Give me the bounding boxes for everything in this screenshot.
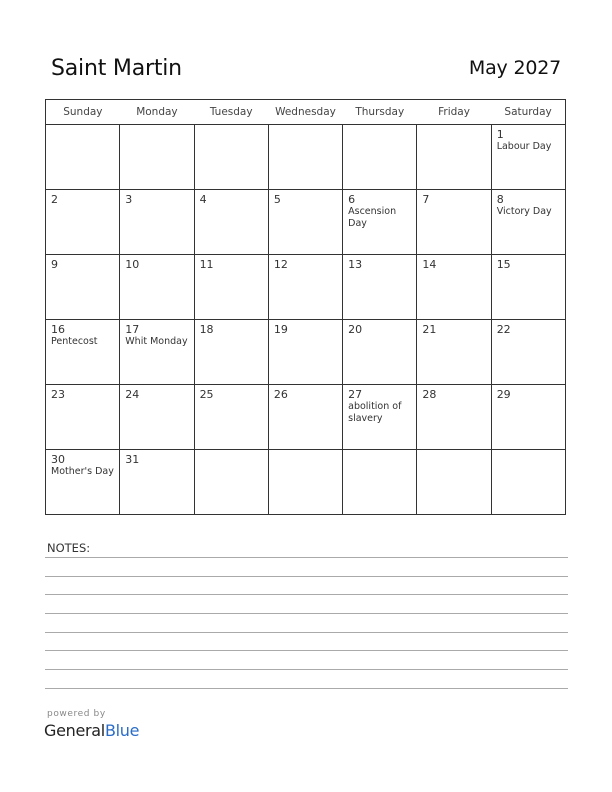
notes-line xyxy=(45,594,568,595)
day-cell xyxy=(194,255,268,320)
day-cell xyxy=(343,255,417,320)
day-number: 22 xyxy=(496,323,511,336)
weekday-monday: Monday xyxy=(120,100,194,125)
day-number: 2 xyxy=(51,193,58,206)
day-cell xyxy=(120,385,194,450)
day-cell xyxy=(491,255,565,320)
day-cell xyxy=(417,255,491,320)
month-label: May 2027 xyxy=(468,57,561,79)
day-cell xyxy=(268,190,342,255)
day-cell xyxy=(343,190,417,255)
day-cell xyxy=(46,255,120,320)
day-number: 7 xyxy=(422,193,430,206)
day-cell xyxy=(194,190,268,255)
day-number: 11 xyxy=(199,258,214,271)
day-number: 12 xyxy=(273,258,288,271)
day-number: 16 xyxy=(51,323,65,336)
holiday-label: Ascension Day xyxy=(348,206,397,229)
day-cell xyxy=(268,255,342,320)
day-number: 14 xyxy=(422,258,437,271)
day-number: 13 xyxy=(348,258,363,271)
week-row xyxy=(46,255,566,320)
holiday-label: Mother's Day xyxy=(51,466,114,477)
day-number: 23 xyxy=(51,388,65,401)
weekday-wednesday: Wednesday xyxy=(268,100,342,125)
notes-line xyxy=(45,688,568,689)
day-cell xyxy=(194,320,268,385)
day-cell xyxy=(46,320,120,385)
notes-line xyxy=(45,613,568,614)
day-number: 30 xyxy=(51,453,65,466)
week-row xyxy=(46,190,566,255)
day-number: 31 xyxy=(125,453,140,466)
day-number: 17 xyxy=(125,323,140,336)
day-cell xyxy=(120,320,194,385)
day-number: 9 xyxy=(51,258,58,271)
weekday-header-row xyxy=(46,100,566,125)
notes-label: NOTES: xyxy=(47,541,91,555)
calendar-grid xyxy=(45,99,566,515)
day-cell xyxy=(120,255,194,320)
day-number: 10 xyxy=(125,258,140,271)
brand-name-blue: Blue xyxy=(104,721,140,740)
day-number: 20 xyxy=(348,323,363,336)
weekday-thursday: Thursday xyxy=(343,100,417,125)
day-cell xyxy=(120,125,194,190)
day-cell xyxy=(194,450,268,515)
day-number: 24 xyxy=(125,388,140,401)
day-number: 6 xyxy=(348,193,356,206)
weekday-saturday: Saturday xyxy=(491,100,565,125)
day-cell xyxy=(417,450,491,515)
holiday-label: Victory Day xyxy=(496,206,552,217)
day-cell xyxy=(343,125,417,190)
day-number: 4 xyxy=(199,193,207,206)
day-cell xyxy=(46,190,120,255)
day-cell xyxy=(268,385,342,450)
day-cell xyxy=(268,450,342,515)
day-number: 15 xyxy=(496,258,511,271)
weekday-sunday: Sunday xyxy=(46,100,120,125)
day-cell xyxy=(46,450,120,515)
day-cell xyxy=(343,385,417,450)
day-cell xyxy=(491,125,565,190)
weekday-tuesday: Tuesday xyxy=(194,100,268,125)
day-cell xyxy=(417,320,491,385)
day-number: 19 xyxy=(273,323,288,336)
day-cell xyxy=(491,320,565,385)
weekday-friday: Friday xyxy=(417,100,491,125)
day-cell xyxy=(120,450,194,515)
notes-line xyxy=(45,632,568,633)
day-cell xyxy=(194,385,268,450)
day-cell xyxy=(194,125,268,190)
day-number: 28 xyxy=(422,388,437,401)
brand-name-general: General xyxy=(44,721,105,740)
day-cell xyxy=(417,125,491,190)
week-row xyxy=(46,450,566,515)
day-cell xyxy=(417,385,491,450)
calendar-title: Saint Martin xyxy=(51,56,182,81)
day-cell xyxy=(417,190,491,255)
day-number: 5 xyxy=(273,193,281,206)
calendar-body xyxy=(46,125,566,515)
day-cell xyxy=(120,190,194,255)
day-cell xyxy=(343,450,417,515)
day-cell xyxy=(46,125,120,190)
day-cell xyxy=(491,450,565,515)
holiday-label: Labour Day xyxy=(496,141,552,152)
day-cell xyxy=(343,320,417,385)
powered-by-text: powered by xyxy=(47,709,106,719)
day-number: 25 xyxy=(199,388,214,401)
day-number: 3 xyxy=(125,193,133,206)
notes-line xyxy=(45,576,568,577)
brand-logo xyxy=(44,721,139,740)
notes-line xyxy=(45,669,568,670)
day-number: 21 xyxy=(422,323,437,336)
day-cell xyxy=(268,125,342,190)
day-number: 8 xyxy=(496,193,504,206)
week-row xyxy=(46,320,566,385)
day-cell xyxy=(491,190,565,255)
notes-line xyxy=(45,557,568,558)
day-number: 29 xyxy=(496,388,511,401)
week-row xyxy=(46,125,566,190)
day-number: 18 xyxy=(199,323,214,336)
day-cell xyxy=(491,385,565,450)
holiday-label: abolition of slavery xyxy=(348,401,402,424)
notes-line xyxy=(45,650,568,651)
holiday-label: Pentecost xyxy=(51,336,98,347)
day-number: 1 xyxy=(496,128,504,141)
day-number: 26 xyxy=(273,388,288,401)
week-row xyxy=(46,385,566,450)
day-number: 27 xyxy=(348,388,363,401)
holiday-label: Whit Monday xyxy=(125,336,188,347)
day-cell xyxy=(268,320,342,385)
day-cell xyxy=(46,385,120,450)
